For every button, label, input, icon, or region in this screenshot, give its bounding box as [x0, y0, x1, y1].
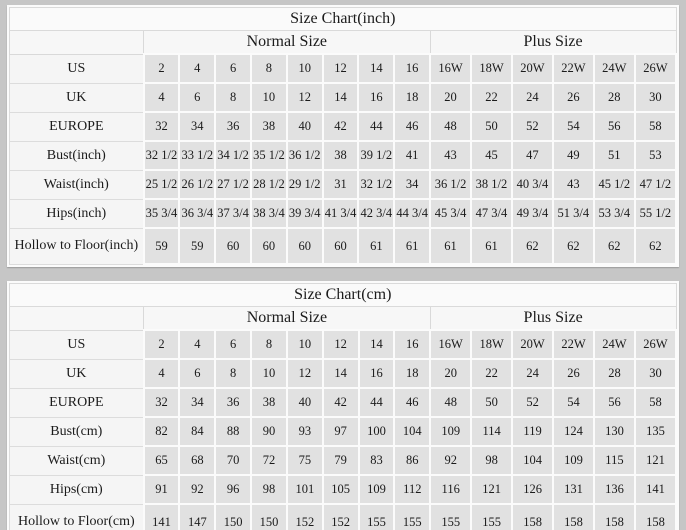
size-cell: 68: [179, 446, 215, 475]
size-cell: 40: [287, 112, 323, 141]
size-cell: 52: [512, 388, 553, 417]
size-cell: 92: [430, 446, 471, 475]
row-label: Hips(inch): [10, 199, 144, 228]
size-cell: 155: [359, 504, 395, 530]
size-chart-inch-table: [9, 7, 677, 265]
row-label: Hips(cm): [10, 475, 144, 504]
size-cell: 40: [287, 388, 323, 417]
size-cell: 60: [215, 228, 251, 264]
size-cell: 36: [215, 388, 251, 417]
size-cell: 4: [144, 359, 180, 388]
size-cell: 14: [323, 359, 359, 388]
size-cell: 58: [635, 112, 676, 141]
size-cell: 104: [512, 446, 553, 475]
size-cell: 16: [394, 330, 430, 359]
size-cell: 121: [635, 446, 676, 475]
size-cell: 56: [594, 112, 635, 141]
size-cell: 59: [144, 228, 180, 264]
size-cell: 48: [430, 388, 471, 417]
row-label: US: [10, 54, 144, 83]
table-row: [10, 330, 677, 359]
size-cell: 26W: [635, 330, 676, 359]
size-cell: 46: [394, 112, 430, 141]
size-cell: 12: [287, 359, 323, 388]
size-cell: 53: [635, 141, 676, 170]
size-cell: 91: [144, 475, 180, 504]
table-row: [10, 170, 677, 199]
size-cell: 18W: [471, 54, 512, 83]
size-cell: 45: [471, 141, 512, 170]
table-row: [10, 475, 677, 504]
size-cell: 75: [287, 446, 323, 475]
size-cell: 126: [512, 475, 553, 504]
size-cell: 4: [179, 54, 215, 83]
size-cell: 52: [512, 112, 553, 141]
size-cell: 50: [471, 112, 512, 141]
size-cell: 8: [251, 330, 287, 359]
size-cell: 24: [512, 359, 553, 388]
size-cell: 36 1/2: [430, 170, 471, 199]
size-cell: 6: [179, 359, 215, 388]
table-row: [10, 417, 677, 446]
size-cell: 40 3/4: [512, 170, 553, 199]
size-cell: 42 3/4: [358, 199, 394, 228]
size-cell: 30: [635, 83, 676, 112]
size-cell: 49: [553, 141, 594, 170]
size-cell: 12: [323, 54, 359, 83]
size-cell: 147: [179, 504, 215, 530]
size-cell: 136: [594, 475, 635, 504]
row-label: US: [10, 330, 144, 359]
size-cell: 12: [323, 330, 359, 359]
row-label: Bust(inch): [10, 141, 144, 170]
size-cell: 155: [471, 504, 512, 530]
size-cell: 46: [394, 388, 430, 417]
size-cell: 32 1/2: [144, 141, 180, 170]
size-cell: 60: [251, 228, 287, 264]
size-cell: 28 1/2: [251, 170, 287, 199]
size-cell: 31: [323, 170, 359, 199]
size-cell: 79: [323, 446, 359, 475]
size-cell: 124: [553, 417, 594, 446]
table-row: [10, 359, 677, 388]
size-cell: 150: [215, 504, 251, 530]
size-cell: 6: [215, 54, 251, 83]
table-row: [10, 83, 677, 112]
table-row: [10, 112, 677, 141]
size-cell: 8: [251, 54, 287, 83]
size-cell: 24: [512, 83, 553, 112]
table-row: [10, 228, 677, 264]
size-cell: 24W: [594, 330, 635, 359]
size-cell: 18: [394, 83, 430, 112]
size-cell: 30: [635, 359, 676, 388]
size-cell: 41 3/4: [323, 199, 359, 228]
size-cell: 150: [251, 504, 287, 530]
size-cell: 116: [430, 475, 471, 504]
size-cell: 42: [323, 112, 359, 141]
size-cell: 8: [215, 83, 251, 112]
size-cell: 51: [594, 141, 635, 170]
size-cell: 158: [512, 504, 553, 530]
size-chart-inch-panel: [7, 5, 679, 267]
size-cell: 36 1/2: [287, 141, 323, 170]
size-cell: 141: [144, 504, 180, 530]
size-cell: 56: [594, 388, 635, 417]
size-cell: 47 3/4: [471, 199, 512, 228]
size-cell: 119: [512, 417, 553, 446]
size-cell: 112: [394, 475, 430, 504]
size-cell: 55 1/2: [635, 199, 676, 228]
row-label: UK: [10, 359, 144, 388]
size-cell: 72: [251, 446, 287, 475]
group-header-normal-size: Normal Size: [144, 31, 431, 55]
size-cell: 39 3/4: [287, 199, 323, 228]
size-cell: 38 1/2: [471, 170, 512, 199]
size-cell: 16W: [430, 330, 471, 359]
size-cell: 25 1/2: [144, 170, 180, 199]
size-cell: 47: [512, 141, 553, 170]
size-cell: 92: [179, 475, 215, 504]
corner-cell: [10, 31, 144, 55]
size-cell: 14: [359, 330, 395, 359]
size-cell: 20: [430, 83, 471, 112]
size-cell: 86: [394, 446, 430, 475]
size-cell: 16W: [430, 54, 471, 83]
size-cell: 109: [553, 446, 594, 475]
size-cell: 98: [251, 475, 287, 504]
size-cell: 22: [471, 83, 512, 112]
size-cell: 26: [553, 83, 594, 112]
size-cell: 158: [594, 504, 635, 530]
size-cell: 96: [215, 475, 251, 504]
size-cell: 6: [215, 330, 251, 359]
size-cell: 39 1/2: [358, 141, 394, 170]
size-cell: 93: [287, 417, 323, 446]
group-header-row: [10, 307, 677, 331]
size-cell: 36 3/4: [179, 199, 215, 228]
table-title-row: [10, 284, 677, 307]
size-cell: 135: [635, 417, 676, 446]
table-title-row: [10, 8, 677, 31]
size-cell: 16: [358, 83, 394, 112]
row-label: Hollow to Floor(cm): [10, 504, 144, 530]
size-cell: 20W: [512, 330, 553, 359]
size-cell: 36: [215, 112, 251, 141]
table-row: [10, 199, 677, 228]
table-row: [10, 388, 677, 417]
size-cell: 152: [323, 504, 359, 530]
corner-cell: [10, 307, 144, 331]
size-cell: 2: [144, 54, 180, 83]
size-cell: 43: [553, 170, 594, 199]
size-cell: 155: [430, 504, 471, 530]
size-chart-cm-panel: [7, 281, 679, 530]
table-row: [10, 504, 677, 530]
size-cell: 34: [179, 112, 215, 141]
size-cell: 105: [323, 475, 359, 504]
size-chart-cm-table: [9, 283, 677, 530]
size-cell: 83: [359, 446, 395, 475]
size-cell: 14: [358, 54, 394, 83]
size-cell: 130: [594, 417, 635, 446]
table-row: [10, 54, 677, 83]
size-cell: 29 1/2: [287, 170, 323, 199]
size-cell: 109: [359, 475, 395, 504]
size-cell: 18: [394, 359, 430, 388]
row-label: EUROPE: [10, 112, 144, 141]
table-row: [10, 141, 677, 170]
size-cell: 51 3/4: [553, 199, 594, 228]
size-cell: 20: [430, 359, 471, 388]
size-cell: 38: [323, 141, 359, 170]
size-cell: 141: [635, 475, 676, 504]
size-cell: 98: [471, 446, 512, 475]
size-cell: 155: [394, 504, 430, 530]
row-label: Waist(inch): [10, 170, 144, 199]
size-cell: 28: [594, 83, 635, 112]
size-cell: 4: [144, 83, 180, 112]
size-cell: 44 3/4: [394, 199, 430, 228]
size-cell: 28: [594, 359, 635, 388]
size-cell: 61: [394, 228, 430, 264]
size-cell: 14: [323, 83, 359, 112]
size-cell: 158: [635, 504, 676, 530]
size-cell: 10: [251, 359, 287, 388]
row-label: Bust(cm): [10, 417, 144, 446]
size-cell: 49 3/4: [512, 199, 553, 228]
size-cell: 115: [594, 446, 635, 475]
size-cell: 158: [553, 504, 594, 530]
size-cell: 61: [471, 228, 512, 264]
size-cell: 104: [394, 417, 430, 446]
size-cell: 60: [323, 228, 359, 264]
size-cell: 50: [471, 388, 512, 417]
size-cell: 45 3/4: [430, 199, 471, 228]
group-header-normal-size: Normal Size: [144, 307, 431, 331]
size-cell: 10: [287, 54, 323, 83]
size-cell: 44: [358, 112, 394, 141]
size-cell: 82: [144, 417, 180, 446]
size-cell: 26W: [635, 54, 676, 83]
size-cell: 48: [430, 112, 471, 141]
size-chart-title: Size Chart(inch): [10, 8, 677, 31]
row-label: Hollow to Floor(inch): [10, 228, 144, 264]
size-cell: 16: [359, 359, 395, 388]
size-cell: 88: [215, 417, 251, 446]
size-cell: 114: [471, 417, 512, 446]
size-cell: 22W: [553, 54, 594, 83]
size-cell: 4: [179, 330, 215, 359]
size-cell: 12: [287, 83, 323, 112]
size-cell: 60: [287, 228, 323, 264]
size-cell: 16: [394, 54, 430, 83]
table-row: [10, 446, 677, 475]
size-cell: 18W: [471, 330, 512, 359]
size-cell: 10: [251, 83, 287, 112]
size-cell: 54: [553, 112, 594, 141]
group-header-row: [10, 31, 677, 55]
size-cell: 100: [359, 417, 395, 446]
size-cell: 6: [179, 83, 215, 112]
size-cell: 35 1/2: [251, 141, 287, 170]
size-cell: 35 3/4: [144, 199, 180, 228]
size-cell: 41: [394, 141, 430, 170]
size-cell: 44: [359, 388, 395, 417]
size-cell: 34 1/2: [215, 141, 251, 170]
size-cell: 8: [215, 359, 251, 388]
size-cell: 90: [251, 417, 287, 446]
size-cell: 62: [594, 228, 635, 264]
size-cell: 32: [144, 388, 180, 417]
size-cell: 61: [430, 228, 471, 264]
size-cell: 24W: [594, 54, 635, 83]
size-cell: 109: [430, 417, 471, 446]
size-cell: 32 1/2: [358, 170, 394, 199]
size-cell: 54: [553, 388, 594, 417]
size-cell: 43: [430, 141, 471, 170]
size-cell: 152: [287, 504, 323, 530]
size-cell: 37 3/4: [215, 199, 251, 228]
size-chart-title: Size Chart(cm): [10, 284, 677, 307]
size-cell: 2: [144, 330, 180, 359]
size-cell: 38 3/4: [251, 199, 287, 228]
size-cell: 38: [251, 388, 287, 417]
size-cell: 33 1/2: [179, 141, 215, 170]
size-cell: 22W: [553, 330, 594, 359]
size-cell: 84: [179, 417, 215, 446]
size-cell: 131: [553, 475, 594, 504]
size-cell: 121: [471, 475, 512, 504]
size-cell: 42: [323, 388, 359, 417]
size-cell: 65: [144, 446, 180, 475]
size-cell: 53 3/4: [594, 199, 635, 228]
group-header-plus-size: Plus Size: [430, 31, 676, 55]
size-cell: 47 1/2: [635, 170, 676, 199]
size-cell: 101: [287, 475, 323, 504]
group-header-plus-size: Plus Size: [430, 307, 676, 331]
size-cell: 62: [512, 228, 553, 264]
size-cell: 62: [553, 228, 594, 264]
size-cell: 38: [251, 112, 287, 141]
size-cell: 34: [179, 388, 215, 417]
row-label: EUROPE: [10, 388, 144, 417]
size-cell: 70: [215, 446, 251, 475]
size-cell: 34: [394, 170, 430, 199]
size-cell: 22: [471, 359, 512, 388]
size-cell: 32: [144, 112, 180, 141]
row-label: UK: [10, 83, 144, 112]
size-cell: 27 1/2: [215, 170, 251, 199]
size-cell: 62: [635, 228, 676, 264]
size-cell: 61: [358, 228, 394, 264]
size-cell: 26: [553, 359, 594, 388]
row-label: Waist(cm): [10, 446, 144, 475]
size-cell: 97: [323, 417, 359, 446]
size-cell: 20W: [512, 54, 553, 83]
size-cell: 45 1/2: [594, 170, 635, 199]
size-cell: 59: [179, 228, 215, 264]
size-cell: 10: [287, 330, 323, 359]
size-cell: 26 1/2: [179, 170, 215, 199]
size-cell: 58: [635, 388, 676, 417]
